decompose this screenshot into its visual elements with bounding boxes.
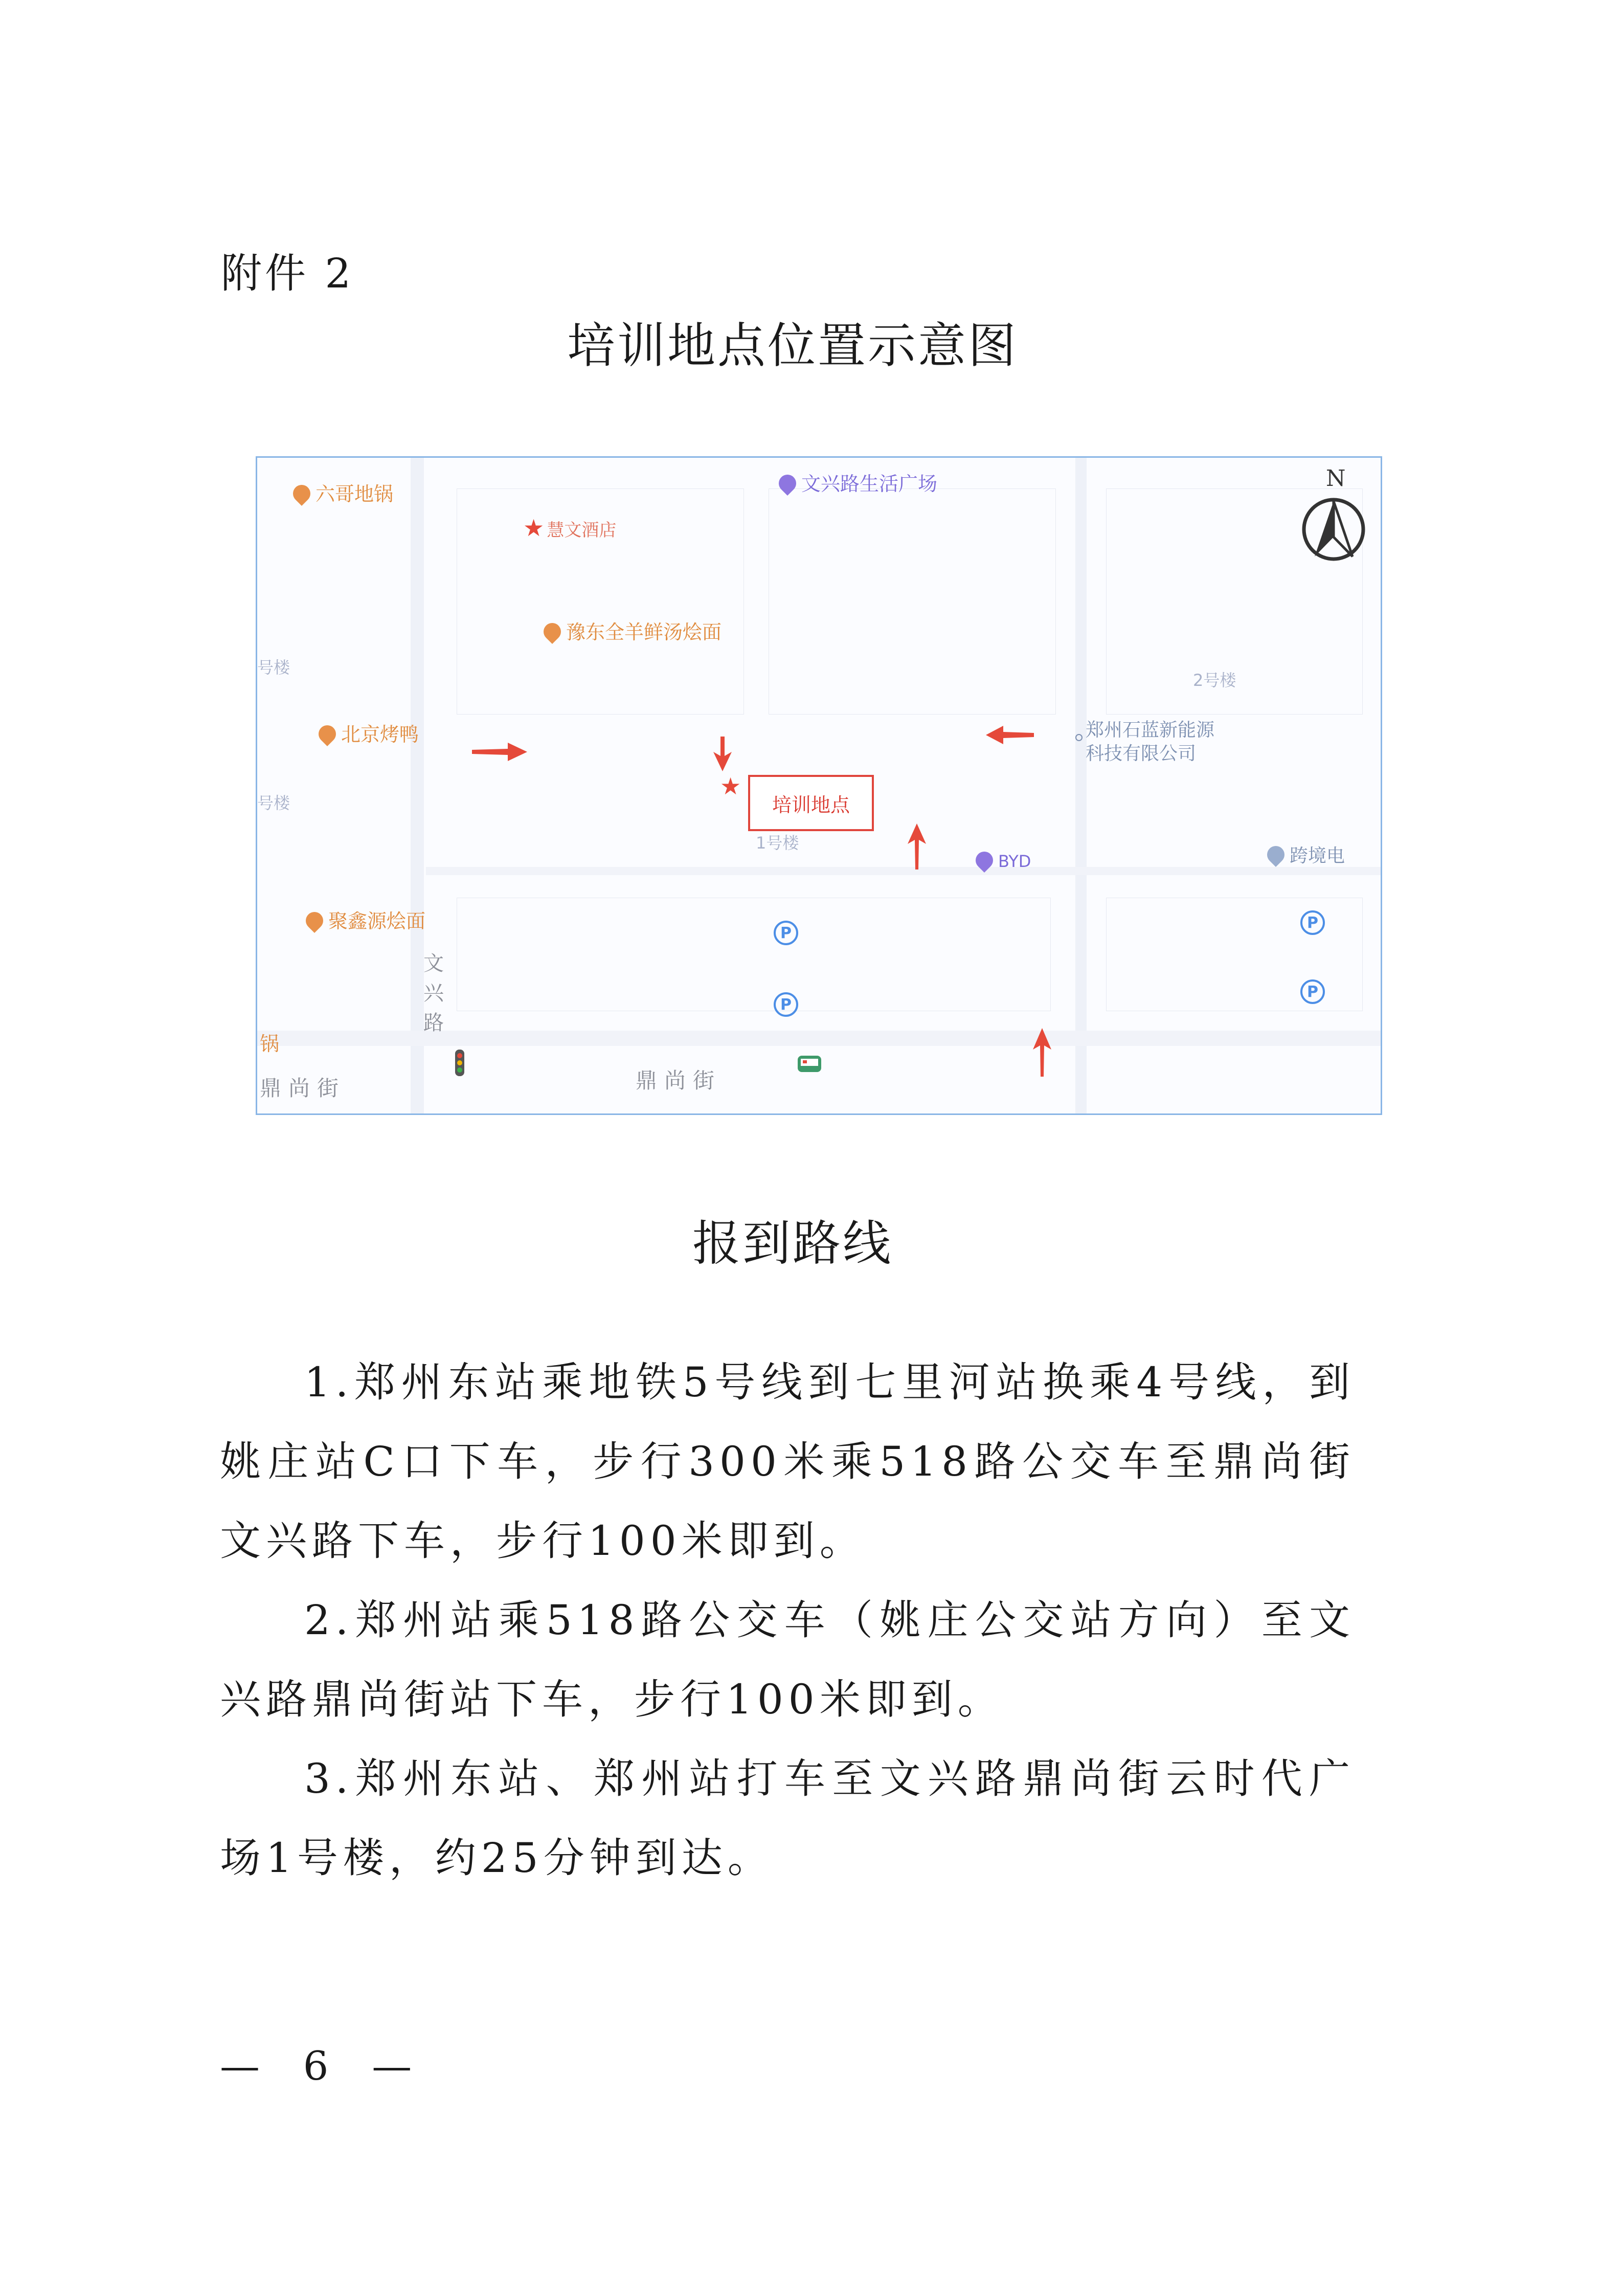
parking-icon[interactable]: P [774, 921, 798, 945]
arrow-right-icon [472, 742, 528, 762]
label-guo-fragment: 锅 [260, 1033, 280, 1055]
page-title: 培训地点位置示意图 [567, 318, 1018, 374]
location-map [256, 456, 1382, 1115]
parking-icon[interactable]: P [1300, 910, 1325, 935]
poi-shilan-company[interactable]: 郑州石蓝新能源 科技有限公司 [1086, 719, 1214, 766]
poi-juxinyuan-noodle[interactable]: 聚鑫源烩面 [306, 905, 425, 933]
north-arrow-icon [1300, 496, 1367, 563]
label-dingshang-street-left: 鼎尚街 [260, 1076, 346, 1101]
compass-north-label: N [1326, 465, 1346, 492]
training-site-marker[interactable]: 培训地点 [748, 775, 874, 831]
poi-huiwen-hotel[interactable]: ★ 慧文酒店 [523, 514, 617, 542]
map-block [769, 488, 1056, 715]
restaurant-pin-icon [315, 721, 340, 746]
route-item-3: 3.郑州东站、郑州站打车至文兴路鼎尚街云时代广场1号楼，约25分钟到达。 [220, 1755, 1355, 1882]
label-dingshang-street-mid: 鼎尚街 [636, 1068, 722, 1093]
pin-icon [1264, 842, 1288, 867]
parking-icon[interactable]: P [1300, 979, 1325, 1004]
label-building-left-2: 号楼 [257, 793, 290, 813]
star-icon: ★ [523, 514, 545, 542]
route-section-title: 报到路线 [692, 1216, 893, 1272]
attachment-label: 附件 2 [221, 250, 354, 297]
arrow-up-icon [1032, 1028, 1052, 1077]
restaurant-pin-icon [302, 908, 327, 932]
poi-cross-border[interactable]: 跨境电 [1267, 841, 1345, 867]
training-site-star-icon: ★ [720, 772, 741, 800]
street-vertical [1075, 458, 1087, 1115]
label-building-2: 2号楼 [1193, 671, 1236, 690]
label-wenxing-road: 文 兴 路 [423, 952, 444, 1035]
poi-liuge-diguo[interactable]: 六哥地锅 [293, 478, 393, 506]
poi-yudong-noodle[interactable]: 豫东全羊鲜汤烩面 [544, 616, 722, 644]
restaurant-pin-icon [289, 481, 314, 505]
restaurant-pin-icon [540, 619, 565, 643]
label-building-left-1: 号楼 [257, 658, 290, 677]
map-block [457, 898, 1051, 1011]
poi-wenxinglu-plaza[interactable]: 文兴路生活广场 [779, 468, 937, 496]
arrow-down-icon [712, 737, 733, 772]
parking-icon[interactable]: P [774, 992, 798, 1017]
poi-dot-icon [1075, 734, 1083, 741]
traffic-light-icon [454, 1049, 465, 1077]
route-item-2: 2.郑州站乘518路公交车（姚庄公交站方向）至文兴路鼎尚街站下车，步行100米即到。 [220, 1596, 1355, 1723]
street-wenxing-road [411, 458, 424, 1115]
label-building-1: 1号楼 [756, 833, 799, 853]
page-number: — 6 — [220, 2043, 427, 2089]
shopping-pin-icon [775, 471, 800, 495]
street-horizontal [426, 867, 1382, 875]
route-item-1: 1.郑州东站乘地铁5号线到七里河站换乘4号线，到姚庄站C口下车，步行300米乘518路公交车至鼎尚街文兴路下车，步行100米即到。 [220, 1358, 1355, 1565]
arrow-left-icon [986, 725, 1034, 745]
car-dealer-pin-icon [972, 848, 997, 873]
poi-beijing-duck[interactable]: 北京烤鸭 [319, 719, 419, 747]
bus-stop-icon[interactable] [797, 1054, 822, 1074]
arrow-up-icon [907, 823, 927, 870]
poi-byd[interactable]: BYD [976, 852, 1031, 871]
